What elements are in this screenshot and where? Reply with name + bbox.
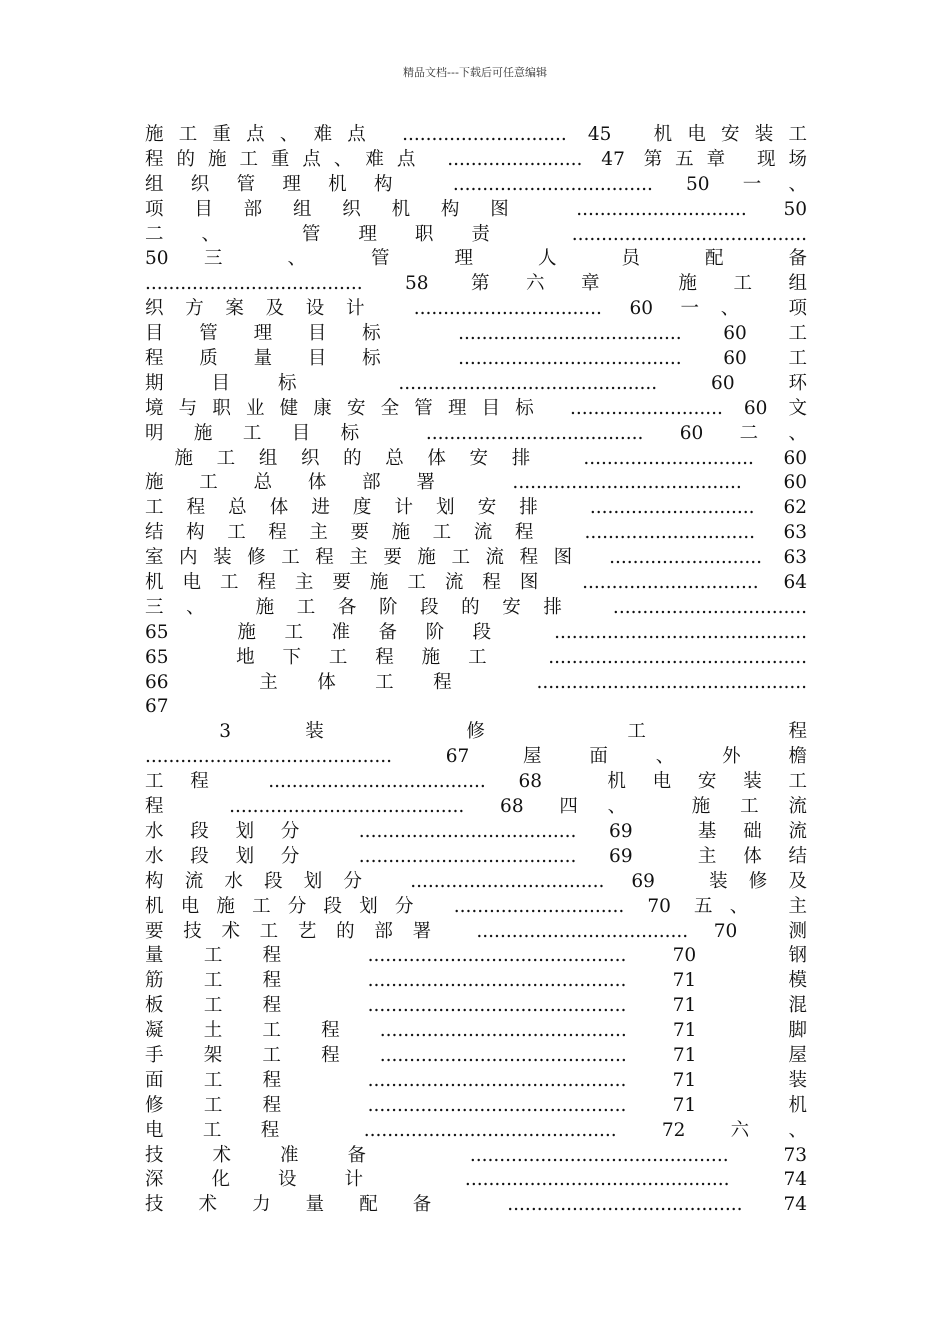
toc-line: 面工程 ............................................ 71 装 (145, 1069, 807, 1091)
toc-line: 施工重点、难点 ............................ 45 机电安装工 (145, 124, 807, 145)
toc-line: .......................................... 67 屋面、外檐 (145, 746, 807, 768)
toc-line: 项目部组织机构图 ............................. 50 (145, 198, 807, 220)
toc-line: 要技术工艺的部署 .................................... 70 测 (145, 920, 807, 942)
toc-line: 66 主体工程 .............................................. (145, 671, 807, 693)
toc-line: 程的施工重点、难点 ....................... 47 第五章 现场 (145, 148, 807, 170)
toc-line: 水段划分 ..................................... 69 主体结 (145, 845, 807, 867)
toc-line: 65 地下工程施工 ............................................ (145, 646, 807, 668)
toc-line: 程质量目标 ...................................... 60 工 (145, 348, 807, 370)
toc-line: 二、 管理职责 ........................................ (145, 223, 807, 245)
toc-line: 构流水段划分 ................................. 69 装修及 (145, 870, 807, 892)
toc-line: 板工程 ............................................ 71 混 (145, 995, 807, 1017)
toc-line: 施工总体部署 ....................................... 60 (145, 472, 807, 494)
toc-line: 深化设计 ............................................. 74 (145, 1169, 807, 1191)
toc-line: 室内装修工程主要施工流程图 .......................... 63 (145, 547, 807, 569)
toc-line: 期目标 ............................................ 60 环 (145, 372, 807, 394)
page-header: 精品文档---下载后可任意编辑 (403, 66, 547, 79)
toc-line: 65 施工准备阶段 ........................................... (145, 621, 807, 643)
toc-line: 量工程 ............................................ 70 钢 (145, 945, 807, 967)
toc-line: 技术力量配备 ........................................ 74 (145, 1194, 807, 1216)
toc-line: 机电工程主要施工流程图 .............................. 64 (145, 572, 807, 594)
toc-line: 工程 ..................................... 68 机电安装工 (145, 771, 807, 793)
toc-line: 筋工程 ............................................ 71 模 (145, 970, 807, 992)
toc-line: 50 三 、 管 理 人 员 配 备 (145, 248, 807, 270)
toc-line: 水段划分 ..................................... 69 基础流 (145, 820, 807, 842)
toc-line: 境与职业健康安全管理目标 .......................... 60 文 (145, 397, 807, 419)
toc-line: ..................................... 58 第六章 施工组 (145, 273, 807, 295)
table-of-contents (145, 123, 807, 1218)
toc-line: 组织管理机构 .................................. 50 一、 (145, 173, 807, 195)
toc-line: 程 ........................................ 68 四、 施工流 (145, 796, 807, 818)
toc-line: 电工程 ........................................... 72 六、 (145, 1119, 807, 1141)
toc-line: 机电施工分段划分 ............................. 70 五、 主 (145, 895, 807, 917)
toc-line: 施工组织的总体安排 ............................. 60 (145, 447, 807, 469)
toc-line: 3 装 修 工 程 (145, 721, 807, 743)
toc-line: 手架工程.......................................... 71 屋 (145, 1044, 807, 1066)
toc-line: 修工程 ............................................ 71 机 (145, 1094, 807, 1116)
toc-line: 明施工目标 ..................................... 60 二、 (145, 422, 807, 444)
toc-line: 技术准备 ............................................ 73 (145, 1144, 807, 1166)
toc-line: 67 (145, 696, 169, 718)
toc-line: 织方案及设计 ................................ 60 一、 项 (145, 298, 807, 320)
toc-line: 凝土工程.......................................... 71 脚 (145, 1020, 807, 1042)
toc-line: 工程总体进度计划安排 ............................ 62 (145, 497, 807, 519)
toc-line: 结构工程主要施工流程 ............................. 63 (145, 522, 807, 544)
toc-line: 三、 施工各阶段的安排 ................................. (145, 596, 807, 618)
toc-line: 目管理目标 ...................................... 60 工 (145, 323, 807, 345)
